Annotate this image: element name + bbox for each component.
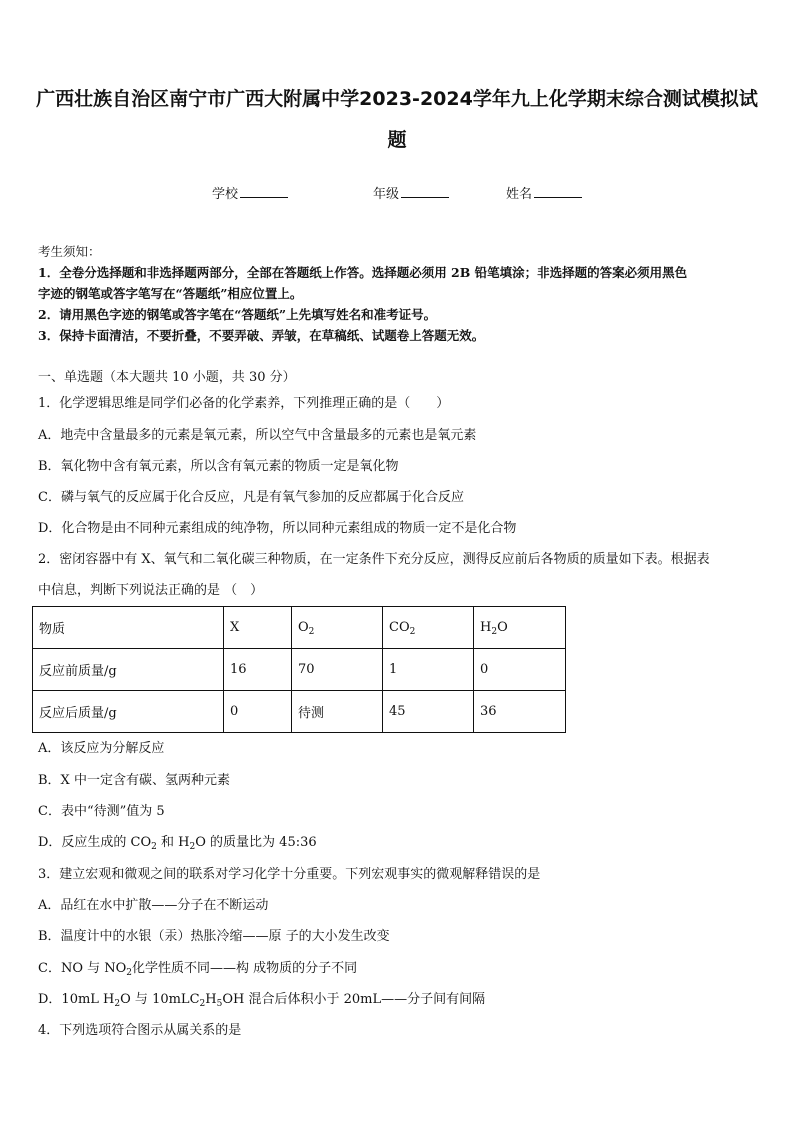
school-label: 学校 (212, 187, 239, 202)
table-cell (383, 607, 474, 649)
text-part: D．10mL H (38, 992, 115, 1007)
notice-item-1a: 1．全卷分选择题和非选择题两部分，全部在答题纸上作答。选择题必须用 2B 铅笔填涂；非选择题的答案必须用黑色 (38, 265, 688, 280)
subscript: 2 (409, 627, 416, 637)
q2-option-b: B．X 中一定含有碳、氢两种元素 (38, 773, 230, 788)
table-cell: 物质 (33, 607, 224, 649)
table-row (33, 649, 566, 691)
subscript: 2 (189, 842, 196, 852)
o2-symbol: O (298, 620, 309, 635)
text-part: O 与 10mLC (120, 992, 200, 1007)
table-cell: 反应后质量/g (33, 691, 224, 733)
q1-option-b: B．氧化物中含有氧元素，所以含有氧元素的物质一定是氧化物 (38, 459, 399, 474)
table-cell: 待测 (292, 691, 383, 733)
name-label: 姓名 (506, 187, 533, 202)
table-cell (292, 607, 383, 649)
q2-option-d (38, 835, 317, 852)
text-part: C．NO 与 NO (38, 961, 127, 976)
notice-item-1b: 字迹的钢笔或答字笔写在“答题纸”相应位置上。 (38, 286, 303, 301)
grade-label: 年级 (373, 187, 400, 202)
q3-option-a: A．品红在水中扩散——分子在不断运动 (38, 898, 269, 913)
school-blank (240, 185, 288, 198)
school-field (212, 183, 288, 202)
q2-stem-line-1: 2．密闭容器中有 X、氧气和二氧化碳三种物质，在一定条件下充分反应，测得反应前后各物质的质量如下表。根据表 (38, 552, 710, 567)
co2-symbol: CO (389, 620, 410, 635)
subscript: 2 (114, 999, 121, 1009)
text-part: 化学性质不同——构 成物质的分子不同 (132, 961, 358, 976)
h2o-symbol-o: O (497, 620, 508, 635)
table-header-row (33, 607, 566, 649)
exam-title-line-1: 广西壮族自治区南宁市广西大附属中学2023-2024学年九上化学期末综合测试模拟试 (36, 88, 758, 110)
q2-stem-line-2: 中信息，判断下列说法正确的是 （ ） (38, 583, 264, 598)
q3-option-d (38, 992, 486, 1009)
name-field (506, 183, 582, 202)
table-row (33, 691, 566, 733)
q3-option-b: B．温度计中的水银（汞）热胀冷缩——原 子的大小发生改变 (38, 929, 390, 944)
text-part: H (205, 992, 217, 1007)
table-cell (474, 607, 566, 649)
mass-table (32, 606, 566, 733)
section-heading: 一、单选题（本大题共 10 小题，共 30 分） (38, 370, 296, 385)
table-cell: 16 (224, 649, 292, 691)
h2o-symbol-h: H (480, 620, 492, 635)
table-cell: X (224, 607, 292, 649)
table-cell: 0 (474, 649, 566, 691)
text-part: D．反应生成的 CO (38, 835, 152, 850)
subscript: 2 (126, 968, 133, 978)
text-part: O 的质量比为 45:36 (195, 835, 317, 850)
table-cell: 45 (383, 691, 474, 733)
q1-option-d: D．化合物是由不同种元素组成的纯净物，所以同种元素组成的物质一定不是化合物 (38, 521, 517, 536)
q2-option-c: C．表中“待测”值为 5 (38, 804, 165, 819)
text-part: OH 混合后体积小于 20mL——分子间有间隔 (222, 992, 486, 1007)
subscript: 2 (151, 842, 157, 852)
table-cell: 1 (383, 649, 474, 691)
notice-heading: 考生须知： (38, 244, 101, 259)
grade-field (373, 183, 449, 202)
q3-stem: 3．建立宏观和微观之间的联系对学习化学十分重要。下列宏观事实的微观解释错误的是 (38, 867, 541, 882)
table-cell: 0 (224, 691, 292, 733)
notice-item-2: 2．请用黑色字迹的钢笔或答字笔在“答题纸”上先填写姓名和准考证号。 (38, 307, 437, 322)
q4-stem: 4．下列选项符合图示从属关系的是 (38, 1023, 242, 1038)
exam-title-line-2: 题 (387, 129, 407, 151)
notice-item-3: 3．保持卡面清洁，不要折叠，不要弄破、弄皱，在草稿纸、试题卷上答题无效。 (38, 328, 485, 343)
q3-option-c (38, 961, 358, 978)
q1-option-c: C．磷与氧气的反应属于化合反应，凡是有氧气参加的反应都属于化合反应 (38, 490, 464, 505)
q1-stem: 1．化学逻辑思维是同学们必备的化学素养，下列推理正确的是（ ） (38, 396, 450, 411)
subscript: 2 (199, 999, 206, 1009)
grade-blank (401, 185, 449, 198)
subscript: 2 (308, 627, 315, 637)
table-cell: 36 (474, 691, 566, 733)
subscript: 5 (216, 999, 223, 1009)
q1-option-a: A．地壳中含量最多的元素是氧元素，所以空气中含量最多的元素也是氧元素 (38, 428, 477, 443)
text-part: 和 H (156, 835, 190, 850)
table-cell: 70 (292, 649, 383, 691)
subscript: 2 (491, 627, 498, 637)
name-blank (534, 185, 582, 198)
q2-option-a: A．该反应为分解反应 (38, 741, 165, 756)
table-cell: 反应前质量/g (33, 649, 224, 691)
